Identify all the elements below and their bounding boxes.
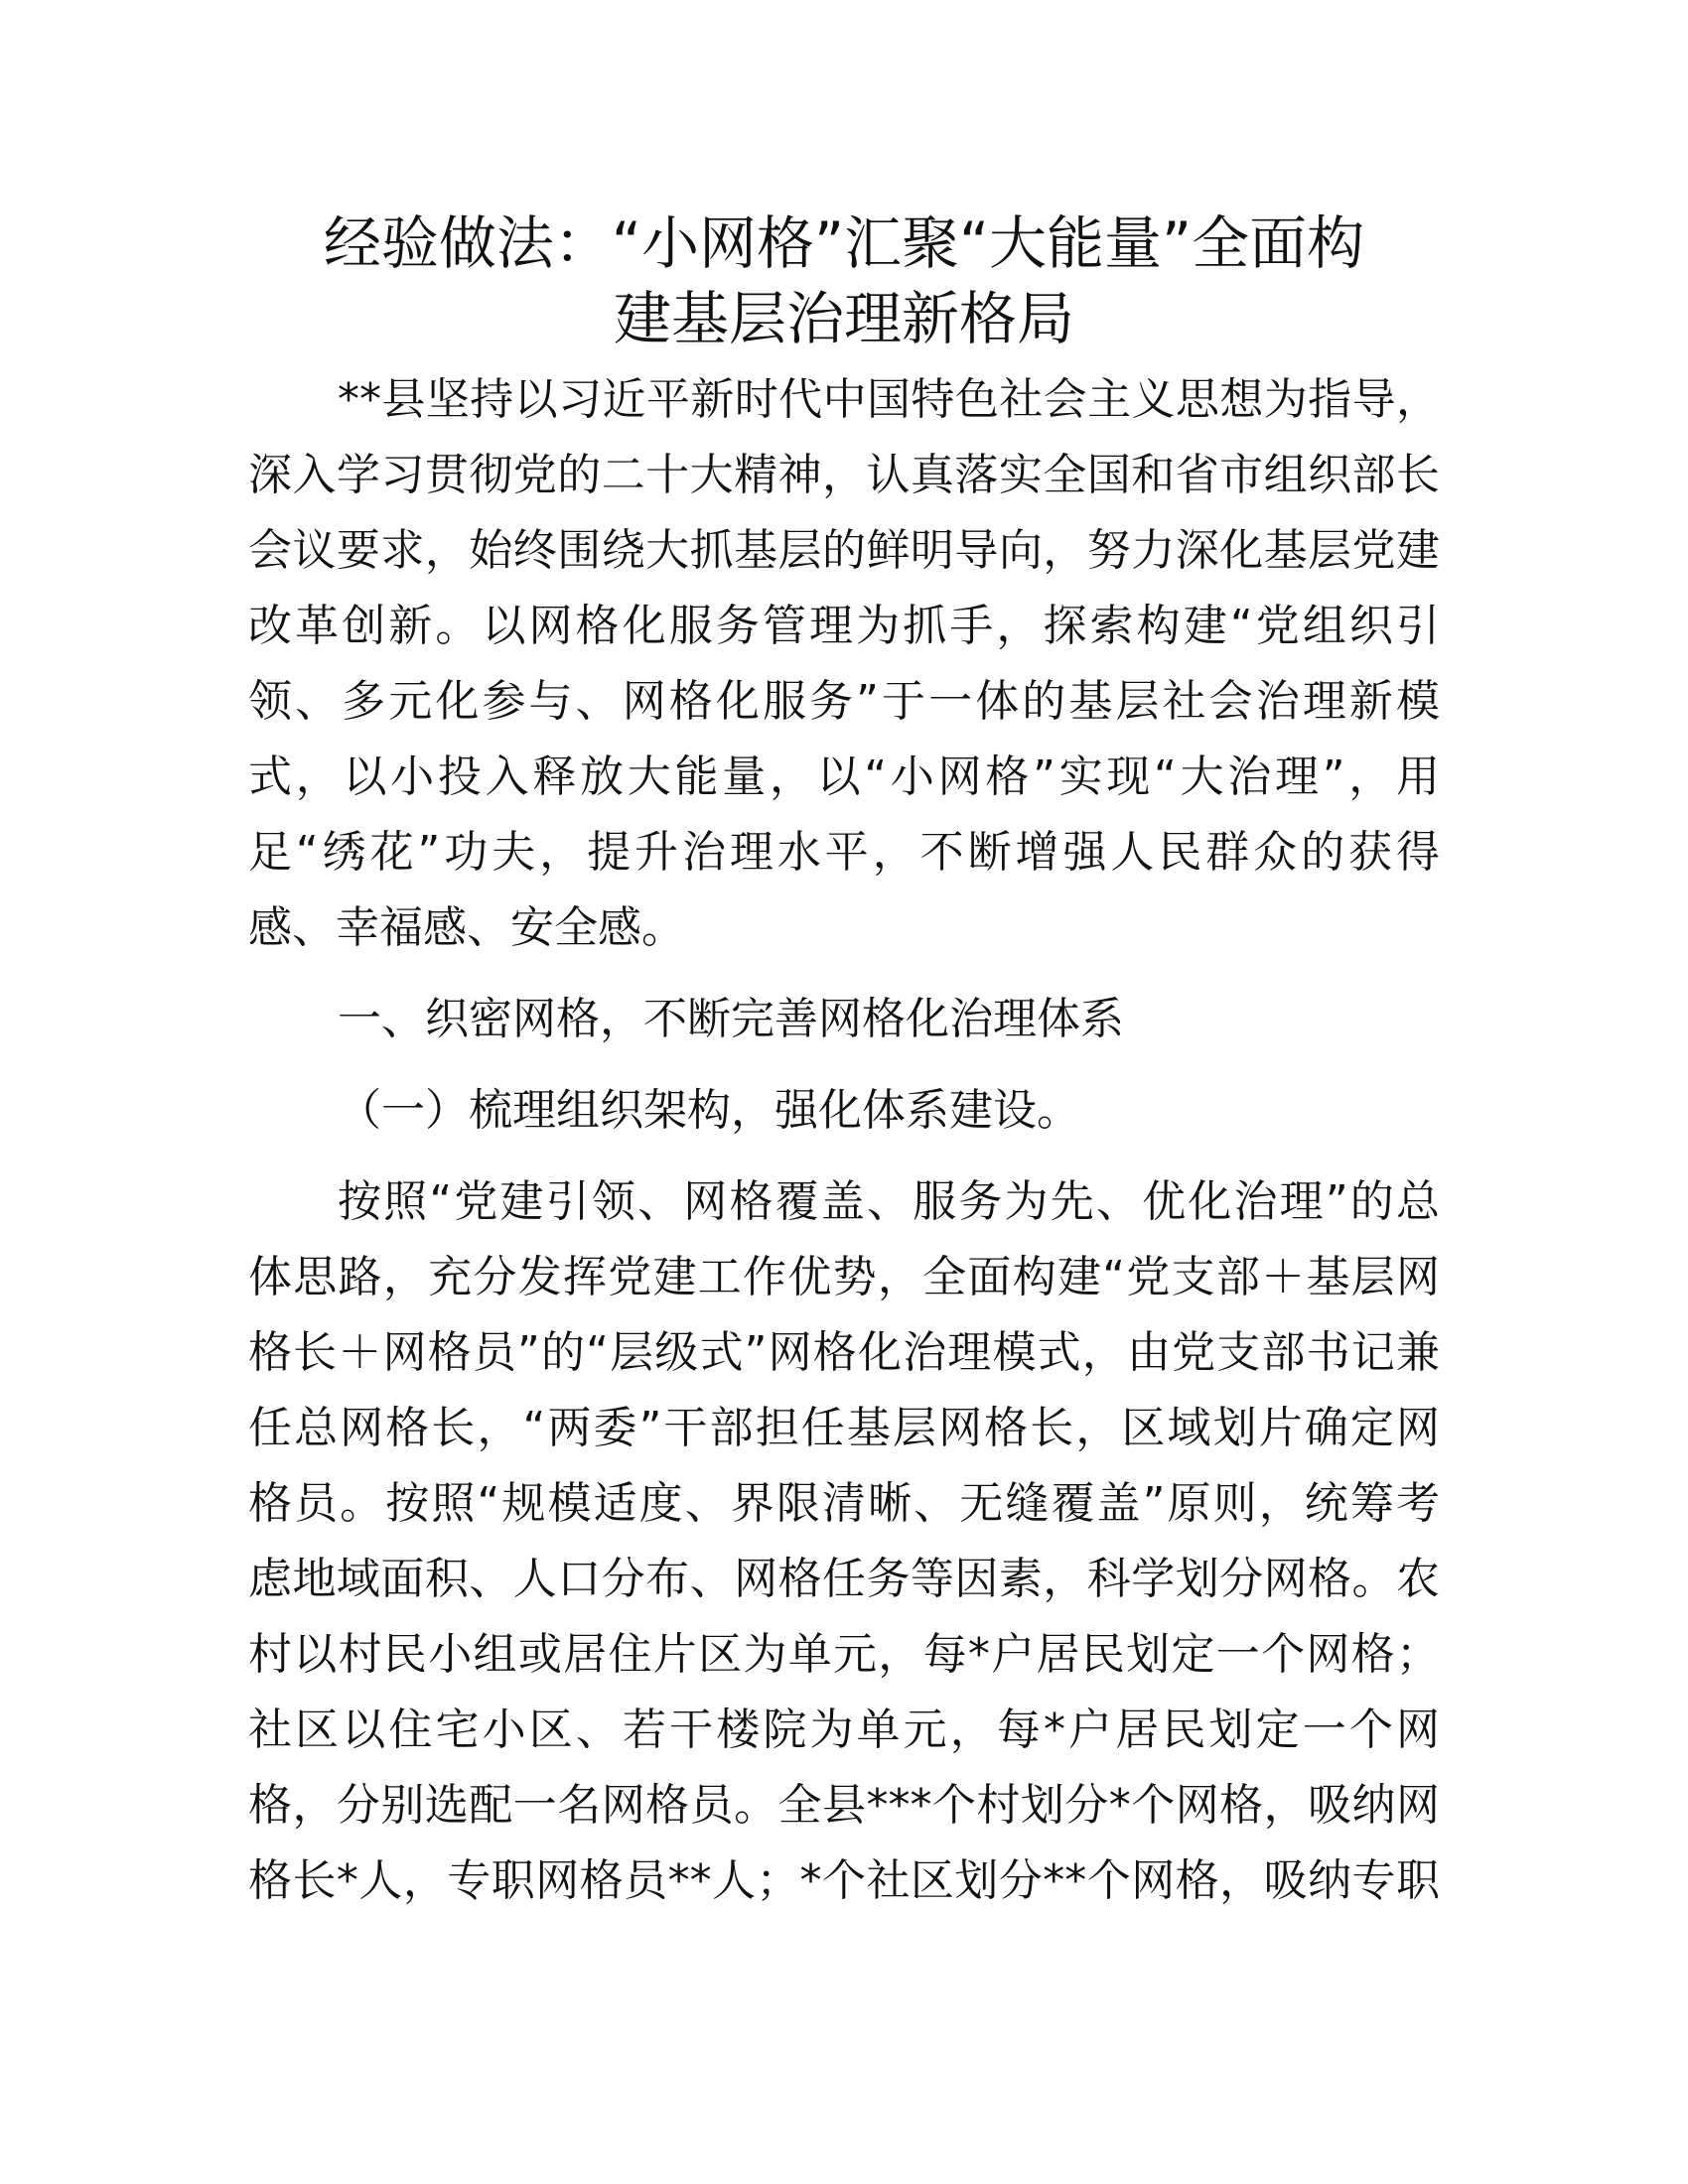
para-1-line-2: 体思路，充分发挥党建工作优势，全面构建“党支部＋基层网 <box>248 1252 1440 1302</box>
document-title-line-2: 建基层治理新格局 <box>613 285 1074 352</box>
para-1-line-8: 社区以住宅小区、若干楼院为单元，每*户居民划定一个网 <box>248 1705 1440 1755</box>
intro-line-5: 领、多元化参与、网格化服务”于一体的基层社会治理新模 <box>248 676 1440 727</box>
document-title-line-1: 经验做法：“小网格”汇聚“大能量”全面构 <box>323 209 1365 277</box>
intro-line-2: 深入学习贯彻党的二十大精神，认真落实全国和省市组织部长 <box>248 450 1440 500</box>
para-1-line-10: 格长*人，专职网格员**人；*个社区划分**个网格，吸纳专职 <box>248 1855 1440 1906</box>
para-1-line-5: 格员。按照“规模适度、界限清晰、无缝覆盖”原则，统筹考 <box>248 1478 1440 1529</box>
section-1-heading: 一、织密网格，不断完善网格化治理体系 <box>338 994 1124 1044</box>
subsection-1-heading: （一）梳理组织架构，强化体系建设。 <box>338 1085 1080 1136</box>
intro-line-4: 改革创新。以网格化服务管理为抓手，探索构建“党组织引 <box>248 601 1440 651</box>
para-1-line-9: 格，分别选配一名网格员。全县***个村划分*个网格，吸纳网 <box>248 1780 1440 1831</box>
intro-line-1: **县坚持以习近平新时代中国特色社会主义思想为指导， <box>338 374 1440 425</box>
para-1-line-4: 任总网格长，“两委”干部担任基层网格长，区域划片确定网 <box>248 1403 1440 1453</box>
para-1-line-7: 村以村民小组或居住片区为单元，每*户居民划定一个网格； <box>248 1629 1440 1680</box>
intro-line-7: 足“绣花”功夫，提升治理水平，不断增强人民群众的获得 <box>248 827 1440 878</box>
para-1-line-6: 虑地域面积、人口分布、网格任务等因素，科学划分网格。农 <box>248 1554 1440 1604</box>
intro-line-3: 会议要求，始终围绕大抓基层的鲜明导向，努力深化基层党建 <box>248 525 1440 576</box>
intro-line-6: 式，以小投入释放大能量，以“小网格”实现“大治理”，用 <box>248 751 1440 802</box>
intro-line-8: 感、幸福感、安全感。 <box>248 902 685 953</box>
para-1-line-3: 格长＋网格员”的“层级式”网格化治理模式，由党支部书记兼 <box>248 1327 1440 1378</box>
para-1-line-1: 按照“党建引领、网格覆盖、服务为先、优化治理”的总 <box>338 1176 1440 1227</box>
